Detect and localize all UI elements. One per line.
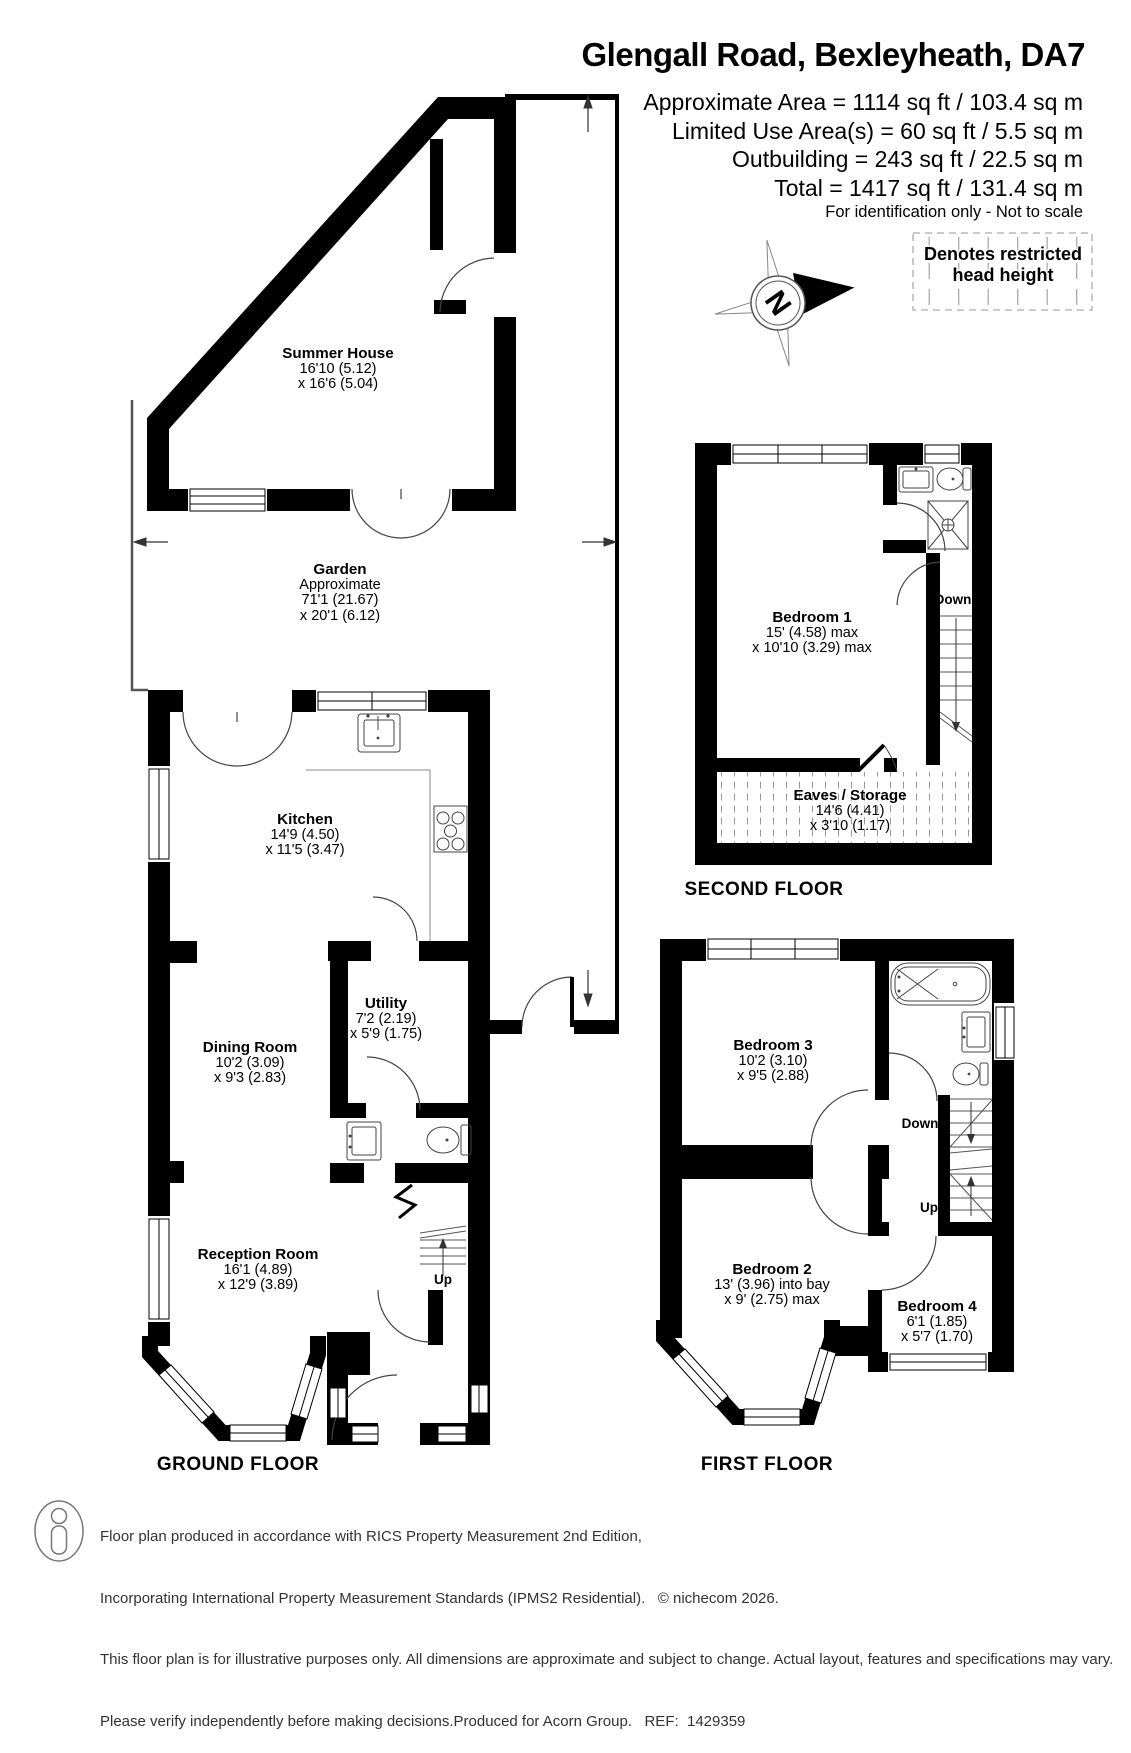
outbuilding-area: Outbuilding = 243 sq ft / 22.5 sq m xyxy=(732,146,1083,172)
second-floor-stairs xyxy=(940,616,972,742)
total-area: Total = 1417 sq ft / 131.4 sq m xyxy=(774,174,1083,201)
approximate-area: Approximate Area = 1114 sq ft / 103.4 sq m xyxy=(643,89,1083,115)
bathroom-fixtures xyxy=(891,963,990,1085)
room-label-bedroom-4: Bedroom 4 6'1 (1.85) x 5'7 (1.70) xyxy=(897,1298,977,1345)
compass-icon xyxy=(704,226,866,377)
first-floor-stairs xyxy=(950,1099,992,1220)
room-label-kitchen: Kitchen 14'9 (4.50) x 11'5 (3.47) xyxy=(265,811,345,858)
room-label-reception-room: Reception Room 16'1 (4.89) x 12'9 (3.89) xyxy=(197,1246,319,1293)
ground-floor-stairs xyxy=(396,1185,466,1276)
caption-ground-floor: GROUND FLOOR xyxy=(156,1454,320,1475)
compass-north-letter: N xyxy=(757,284,798,322)
person-icon xyxy=(32,1499,88,1565)
stairs-up-label-first: Up xyxy=(920,1200,938,1215)
stairs-down-label-first: Down xyxy=(901,1116,939,1131)
footer-line-3: This floor plan is for illustrative purposes only. All dimensions are approximate and subject to change. Actual layout, features and specifications may vary. xyxy=(100,1651,1114,1668)
room-label-bedroom-1: Bedroom 1 15' (4.58) max x 10'10 (3.29) max xyxy=(752,609,872,656)
limited-use-area: Limited Use Area(s) = 60 sq ft / 5.5 sq m xyxy=(672,117,1083,144)
stairs-up-label-ground: Up xyxy=(434,1272,452,1287)
footer-line-1: Floor plan produced in accordance with RICS Property Measurement 2nd Edition, xyxy=(100,1528,642,1545)
garden-dimension-arrows xyxy=(134,96,616,1006)
footer-line-2: Incorporating International Property Measurement Standards (IPMS2 Residential). © nichecom 2026. xyxy=(100,1589,779,1607)
footer-line-4: Please verify independently before making decisions.Produced for Acorn Group. REF: 1429359 xyxy=(100,1712,746,1730)
room-label-utility: Utility 7'2 (2.19) x 5'9 (1.75) xyxy=(349,995,423,1042)
stairs-down-label-second: Down xyxy=(934,592,972,607)
room-label-bedroom-2: Bedroom 2 13' (3.96) into bay x 9' (2.75) max xyxy=(714,1261,830,1308)
wc-fixtures xyxy=(347,1122,471,1160)
room-label-summer-house: Summer House 16'10 (5.12) x 16'6 (5.04) xyxy=(282,345,394,392)
not-to-scale-note: For identification only - Not to scale xyxy=(825,203,1083,221)
page-title: Glengall Road, Bexleyheath, DA7 xyxy=(581,36,1085,73)
ground-floor-plan xyxy=(132,94,619,1447)
footer-disclaimer xyxy=(100,1486,1113,1753)
summer-house-outline xyxy=(147,97,520,538)
room-label-garden: Garden Approximate 71'1 (21.67) x 20'1 (6.12) xyxy=(299,561,381,624)
restricted-head-height-label: Denotes restricted head height xyxy=(923,244,1083,285)
caption-first-floor: FIRST FLOOR xyxy=(700,1454,834,1475)
room-label-bedroom-3: Bedroom 3 10'2 (3.10) x 9'5 (2.88) xyxy=(733,1037,813,1084)
first-floor-plan xyxy=(660,935,1016,1425)
ensuite-fixtures xyxy=(899,467,971,549)
room-label-eaves-storage: Eaves / Storage 14'6 (4.41) x 3'10 (1.17) xyxy=(793,787,907,834)
caption-second-floor: SECOND FLOOR xyxy=(684,879,844,900)
room-label-dining-room: Dining Room 10'2 (3.09) x 9'3 (2.83) xyxy=(202,1039,298,1086)
area-summary xyxy=(643,88,1083,202)
